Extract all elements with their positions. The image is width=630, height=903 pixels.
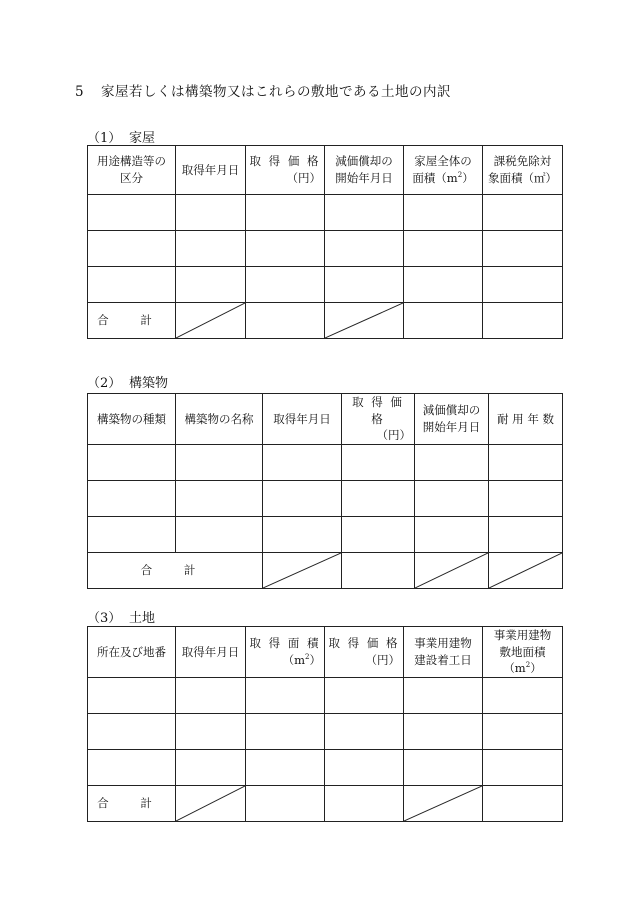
header-row	[88, 394, 563, 445]
input-cell[interactable]	[489, 445, 563, 481]
diagonal-cell	[325, 303, 404, 339]
input-cell[interactable]	[342, 481, 415, 517]
input-cell[interactable]	[88, 517, 176, 553]
input-cell[interactable]	[483, 714, 563, 750]
input-cell[interactable]	[483, 786, 563, 822]
diagonal-cell	[176, 786, 246, 822]
header-row	[88, 627, 563, 678]
total-label: 合 計	[88, 553, 263, 589]
header-exempt-area: 課税免除対 象面積（㎡）	[483, 146, 563, 195]
input-cell[interactable]	[415, 517, 489, 553]
input-cell[interactable]	[325, 231, 404, 267]
total-row	[88, 553, 563, 589]
input-cell[interactable]	[483, 267, 563, 303]
input-cell[interactable]	[88, 445, 176, 481]
table-row	[88, 231, 563, 267]
input-cell[interactable]	[176, 517, 263, 553]
section-label: 家屋	[129, 131, 156, 146]
input-cell[interactable]	[404, 303, 483, 339]
table-row	[88, 445, 563, 481]
table-row	[88, 714, 563, 750]
diagonal-cell	[263, 553, 342, 589]
input-cell[interactable]	[88, 714, 176, 750]
input-cell[interactable]	[483, 231, 563, 267]
table-row	[88, 481, 563, 517]
heading-text: 家屋若しくは構築物又はこれらの敷地である土地の内訳	[101, 84, 451, 100]
input-cell[interactable]	[88, 750, 176, 786]
table-row	[88, 517, 563, 553]
input-cell[interactable]	[342, 553, 415, 589]
input-cell[interactable]	[88, 195, 176, 231]
input-cell[interactable]	[176, 678, 246, 714]
section-number: （3）	[87, 611, 122, 626]
input-cell[interactable]	[404, 714, 483, 750]
total-label: 合 計	[88, 303, 176, 339]
input-cell[interactable]	[176, 714, 246, 750]
input-cell[interactable]	[176, 445, 263, 481]
header-acquisition-price: 取 得 価 格 （円）	[342, 394, 415, 445]
header-row	[88, 146, 563, 195]
input-cell[interactable]	[415, 481, 489, 517]
table-row	[88, 750, 563, 786]
section-title-land	[87, 607, 155, 626]
input-cell[interactable]	[325, 267, 404, 303]
input-cell[interactable]	[483, 303, 563, 339]
input-cell[interactable]	[246, 195, 325, 231]
page-heading	[75, 80, 451, 100]
input-cell[interactable]	[342, 445, 415, 481]
input-cell[interactable]	[415, 445, 489, 481]
input-cell[interactable]	[483, 750, 563, 786]
input-cell[interactable]	[263, 517, 342, 553]
input-cell[interactable]	[88, 678, 176, 714]
input-cell[interactable]	[246, 786, 325, 822]
header-usage-structure: 用途構造等の 区分	[88, 146, 176, 195]
input-cell[interactable]	[88, 267, 176, 303]
input-cell[interactable]	[325, 678, 404, 714]
input-cell[interactable]	[404, 750, 483, 786]
input-cell[interactable]	[176, 481, 263, 517]
input-cell[interactable]	[176, 750, 246, 786]
header-location: 所在及び地番	[88, 627, 176, 678]
total-row	[88, 786, 563, 822]
diagonal-cell	[404, 786, 483, 822]
diagonal-cell	[176, 303, 246, 339]
diagonal-cell	[489, 553, 563, 589]
header-acquisition-date: 取得年月日	[263, 394, 342, 445]
header-acquisition-date: 取得年月日	[176, 146, 246, 195]
table-row	[88, 678, 563, 714]
input-cell[interactable]	[325, 195, 404, 231]
header-acquisition-date: 取得年月日	[176, 627, 246, 678]
header-acquisition-price: 取 得 価 格 （円）	[246, 146, 325, 195]
header-construction-start: 事業用建物 建設着工日	[404, 627, 483, 678]
header-acquisition-area: 取 得 面 積 $(m^2)$	[246, 627, 325, 678]
table-row	[88, 195, 563, 231]
house-table	[87, 145, 563, 339]
header-acquisition-price: 取 得 価 格 （円）	[325, 627, 404, 678]
input-cell[interactable]	[176, 195, 246, 231]
heading-number: 5	[75, 84, 85, 100]
header-useful-life: 耐 用 年 数	[489, 394, 563, 445]
structure-table	[87, 393, 563, 589]
input-cell[interactable]	[489, 517, 563, 553]
input-cell[interactable]	[263, 445, 342, 481]
input-cell[interactable]	[404, 195, 483, 231]
input-cell[interactable]	[404, 678, 483, 714]
input-cell[interactable]	[246, 267, 325, 303]
header-total-floor-area: 家屋全体の 面積$(m^2)$	[404, 146, 483, 195]
total-row	[88, 303, 563, 339]
input-cell[interactable]	[483, 195, 563, 231]
section-number: （2）	[87, 376, 122, 391]
total-label: 合 計	[88, 786, 176, 822]
table-row	[88, 267, 563, 303]
input-cell[interactable]	[489, 481, 563, 517]
section-label: 土地	[129, 611, 156, 626]
input-cell[interactable]	[88, 231, 176, 267]
land-table	[87, 626, 563, 822]
header-depreciation-start: 減価償却の 開始年月日	[415, 394, 489, 445]
input-cell[interactable]	[246, 303, 325, 339]
input-cell[interactable]	[176, 231, 246, 267]
input-cell[interactable]	[325, 786, 404, 822]
header-structure-name: 構築物の名称	[176, 394, 263, 445]
section-title-structure	[87, 372, 168, 391]
section-number: （1）	[87, 131, 122, 146]
input-cell[interactable]	[404, 231, 483, 267]
input-cell[interactable]	[246, 750, 325, 786]
diagonal-cell	[415, 553, 489, 589]
input-cell[interactable]	[404, 267, 483, 303]
section-label: 構築物	[129, 376, 169, 391]
header-depreciation-start: 減価償却の 開始年月日	[325, 146, 404, 195]
input-cell[interactable]	[342, 517, 415, 553]
input-cell[interactable]	[246, 678, 325, 714]
input-cell[interactable]	[246, 714, 325, 750]
input-cell[interactable]	[483, 678, 563, 714]
input-cell[interactable]	[325, 714, 404, 750]
input-cell[interactable]	[325, 750, 404, 786]
input-cell[interactable]	[176, 267, 246, 303]
section-title-house	[87, 127, 155, 146]
header-structure-type: 構築物の種類	[88, 394, 176, 445]
header-site-area: 事業用建物 敷地面積$(m^2)$	[483, 627, 563, 678]
input-cell[interactable]	[263, 481, 342, 517]
input-cell[interactable]	[88, 481, 176, 517]
input-cell[interactable]	[246, 231, 325, 267]
